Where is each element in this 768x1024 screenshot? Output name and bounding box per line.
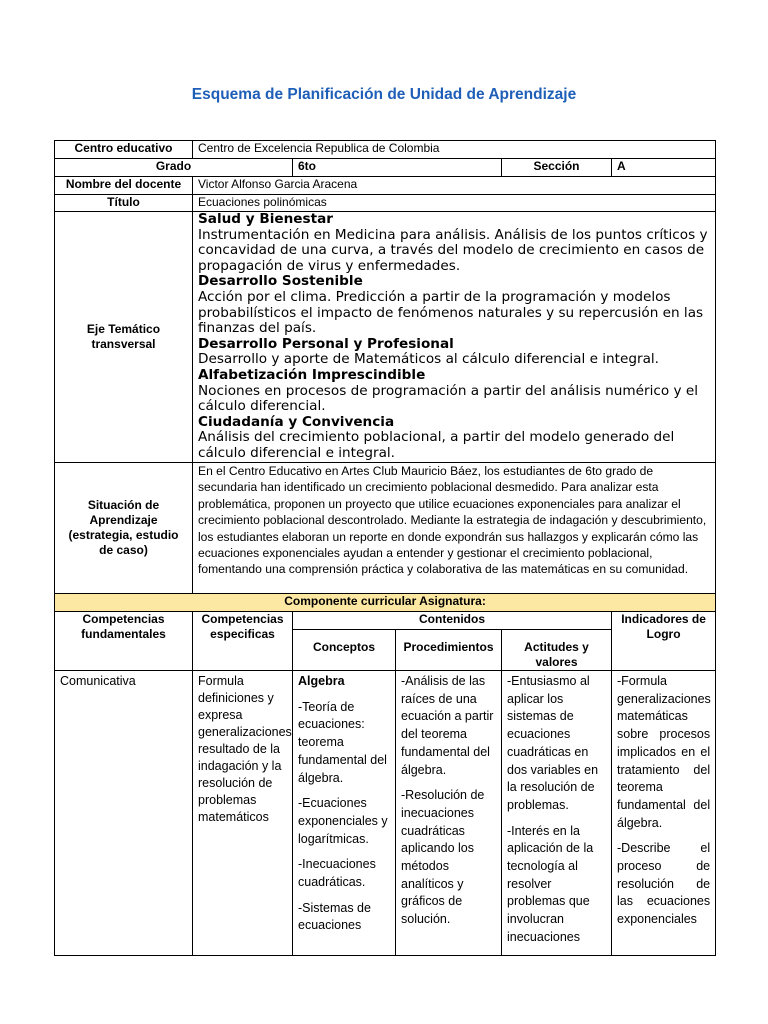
eje-text: Nociones en procesos de programación a partir del análisis numérico y el cálculo diferencial. — [198, 382, 699, 415]
seccion-label: Sección — [502, 159, 612, 177]
seccion-value: A — [612, 159, 716, 177]
concepto-item: -Ecuaciones exponenciales y logarítmicas. — [298, 796, 388, 846]
planning-table — [54, 140, 716, 956]
competencia-fundamental: Comunicativa — [55, 671, 193, 956]
eje-text: Desarrollo y aporte de Matemáticos al cálculo diferencial e integral. — [198, 351, 660, 368]
row-contenido — [55, 671, 716, 956]
eje-heading: Alfabetización Imprescindible — [198, 366, 426, 383]
header-competencias-especificas: Competencias especificas — [193, 612, 293, 671]
eje-heading: Desarrollo Personal y Profesional — [198, 335, 454, 352]
eje-text: Análisis del crecimiento poblacional, a partir del modelo generado del cálculo diferencial e integral. — [198, 429, 675, 461]
row-titulo — [55, 195, 716, 212]
header-actitudes: Actitudes y valores — [502, 630, 612, 671]
docente-value: Victor Alfonso Garcia Aracena — [193, 177, 716, 195]
procedimiento-item: -Resolución de inecuaciones cuadráticas aplicando los métodos analíticos y gráficos de solución. — [401, 788, 485, 927]
docente-label: Nombre del docente — [55, 177, 193, 195]
centro-value: Centro de Excelencia Republica de Colombia — [193, 141, 716, 159]
eje-content — [193, 212, 716, 463]
page-title: Esquema de Planificación de Unidad de Aprendizaje — [191, 86, 577, 103]
row-componente — [55, 594, 716, 612]
header-competencias-fundamentales: Competencias fundamentales — [55, 612, 193, 671]
conceptos-title: Algebra — [298, 674, 345, 688]
header-procedimientos: Procedimientos — [396, 630, 502, 671]
row-centro — [55, 141, 716, 159]
componente-header: Componente curricular Asignatura: — [55, 594, 716, 612]
centro-label: Centro educativo — [55, 141, 193, 159]
row-grado — [55, 159, 716, 177]
row-eje — [55, 212, 716, 463]
actitud-item: -Interés en la aplicación de la tecnología al resolver problemas que involucran inecuaciones — [507, 823, 594, 944]
conceptos-cell — [293, 671, 396, 956]
actitudes-cell — [502, 671, 612, 956]
row-docente — [55, 177, 716, 195]
eje-text: Acción por el clima. Predicción a partir de la programación y modelos probabilísticos el impacto de fenómenos naturales y su repercusión en las finanzas del país. — [198, 288, 704, 337]
titulo-value: Ecuaciones polinómicas — [193, 195, 716, 212]
eje-heading: Desarrollo Sostenible — [198, 273, 363, 290]
actitud-item: -Entusiasmo al aplicar los sistemas de ecuaciones cuadráticas en dos variables en la resolución de problemas. — [507, 674, 599, 812]
header-contenidos: Contenidos — [293, 612, 612, 630]
situacion-label: Situación de Aprendizaje (estrategia, estudio de caso) — [55, 463, 193, 594]
procedimiento-item: -Análisis de las raíces de una ecuación a partir del teorema fundamental del álgebra. — [401, 674, 494, 777]
situacion-text: En el Centro Educativo en Artes Club Mauricio Báez, los estudiantes de 6to grado de secundaria han identificado un crecimiento poblacional desmedido. Para analizar esta problemática, proponen un proyecto que utilice ecuaciones exponenciales para analizar el crecimiento poblacional descontrolado. Mediante la estrategia de indagación y descubrimiento, los estudiantes elaboran un reporte en donde expondrán sus hallazgos y explicarán cómo las ecuaciones exponenciales ayudan a entender y gestionar el crecimiento poblacional, fomentando una comprensión práctica y colaborativa de las matemáticas en su comunidad. — [193, 463, 716, 594]
eje-text: Instrumentación en Medicina para análisis. Análisis de los puntos críticos y concavidad de una curva, a través del modelo de crecimiento en casos de propagación de virus y enfermedades. — [198, 226, 708, 274]
indicadores-cell — [612, 671, 716, 956]
row-headers-1 — [55, 612, 716, 630]
eje-label: Eje Temático transversal — [55, 212, 193, 463]
indicador-item: -Formula generalizaciones matemáticas sobre procesos implicados en el tratamiento del teorema fundamental del álgebra. — [617, 674, 711, 830]
eje-heading: Ciudadanía y Convivencia — [198, 413, 395, 430]
header-indicadores: Indicadores de Logro — [612, 612, 716, 671]
header-conceptos: Conceptos — [293, 630, 396, 671]
titulo-label: Título — [55, 195, 193, 212]
grado-label: Grado — [55, 159, 293, 177]
grado-value: 6to — [293, 159, 502, 177]
concepto-item: -Inecuaciones cuadráticas. — [298, 857, 376, 890]
row-situacion — [55, 463, 716, 594]
concepto-item: -Teoría de ecuaciones: teorema fundamental del álgebra. — [298, 699, 387, 785]
procedimientos-cell — [396, 671, 502, 956]
competencia-especifica: Formula definiciones y expresa generalizaciones resultado de la indagación y la resolución de problemas matemáticos — [193, 671, 293, 956]
eje-heading: Salud y Bienestar — [198, 211, 333, 227]
concepto-item: -Sistemas de ecuaciones — [298, 900, 371, 933]
indicador-item: -Describe el proceso de resolución de las ecuaciones exponenciales — [617, 841, 711, 927]
